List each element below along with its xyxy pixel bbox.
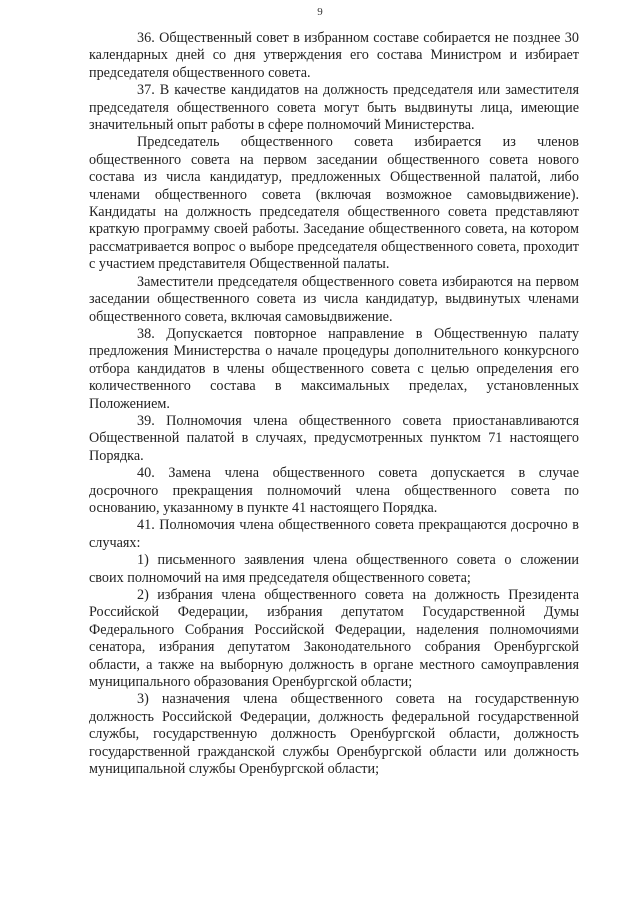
paragraph-37: 37. В качестве кандидатов на должность председателя или заместителя председателя общественного совета могут быть выдвинуты лица, имеющие значительный опыт работы в сфере полномочий Министерства.: [89, 82, 579, 134]
paragraph-39: 39. Полномочия члена общественного совета приостанавливаются Общественной палатой в случаях, предусмотренных пунктом 71 настоящего Порядка.: [89, 412, 579, 464]
paragraph-38: 38. Допускается повторное направление в Общественную палату предложения Министерства о начале процедуры дополнительного конкурсного отбора кандидатов в члены общественного совета с целью определения его количественного состава в максимальных пределах, установленных Положением.: [89, 325, 579, 412]
paragraph-41: 41. Полномочия члена общественного совета прекращаются досрочно в случаях:: [89, 517, 579, 551]
paragraph-deputies-election: Заместители председателя общественного совета избираются на первом заседании общественного совета из числа кандидатур, выдвинутых членами общественного совета, включая самовыдвижение.: [89, 273, 579, 325]
paragraph-chair-election: Председатель общественного совета избирается из членов общественного совета на первом заседании общественного совета нового состава из числа кандидатур, предложенных Общественной палатой, либо членами общественного совета (включая возможное самовыдвижение). Кандидаты на должность председателя общественного совета представляют краткую программу своей работы. Заседание общественного совета, на котором рассматривается вопрос о выборе председателя общественного совета, проходит с участием представителя Общественной палаты.: [89, 134, 579, 273]
paragraph-36: 36. Общественный совет в избранном составе собирается не позднее 30 календарных дней со дня утверждения его состава Министром и избирает председателя общественного совета.: [89, 30, 579, 81]
list-item-2: 2) избрания члена общественного совета на должность Президента Российской Федерации, избрания депутатом Государственной Думы Федерального Собрания Российской Федерации, наделения полномочиями сенатора, избрания депутатом Законодательного собрания Оренбургской области, а также на выборную должность в органе местного самоуправления муниципального образования Оренбургской области;: [89, 587, 579, 691]
list-item-1: 1) письменного заявления члена общественного совета о сложении своих полномочий на имя председателя общественного совета;: [89, 552, 579, 586]
page-number: 9: [317, 6, 323, 18]
paragraph-40: 40. Замена члена общественного совета допускается в случае досрочного прекращения полномочий члена общественного совета по основанию, указанному в пункте 41 настоящего Порядка.: [89, 465, 579, 516]
list-item-3: 3) назначения члена общественного совета на государственную должность Российской Федерации, должность федеральной государственной службы, государственную должность Оренбургской области, должность государственной гражданской службы Оренбургской области или должность муниципальной службы Оренбургской области;: [89, 691, 579, 778]
document-body: [89, 30, 579, 778]
